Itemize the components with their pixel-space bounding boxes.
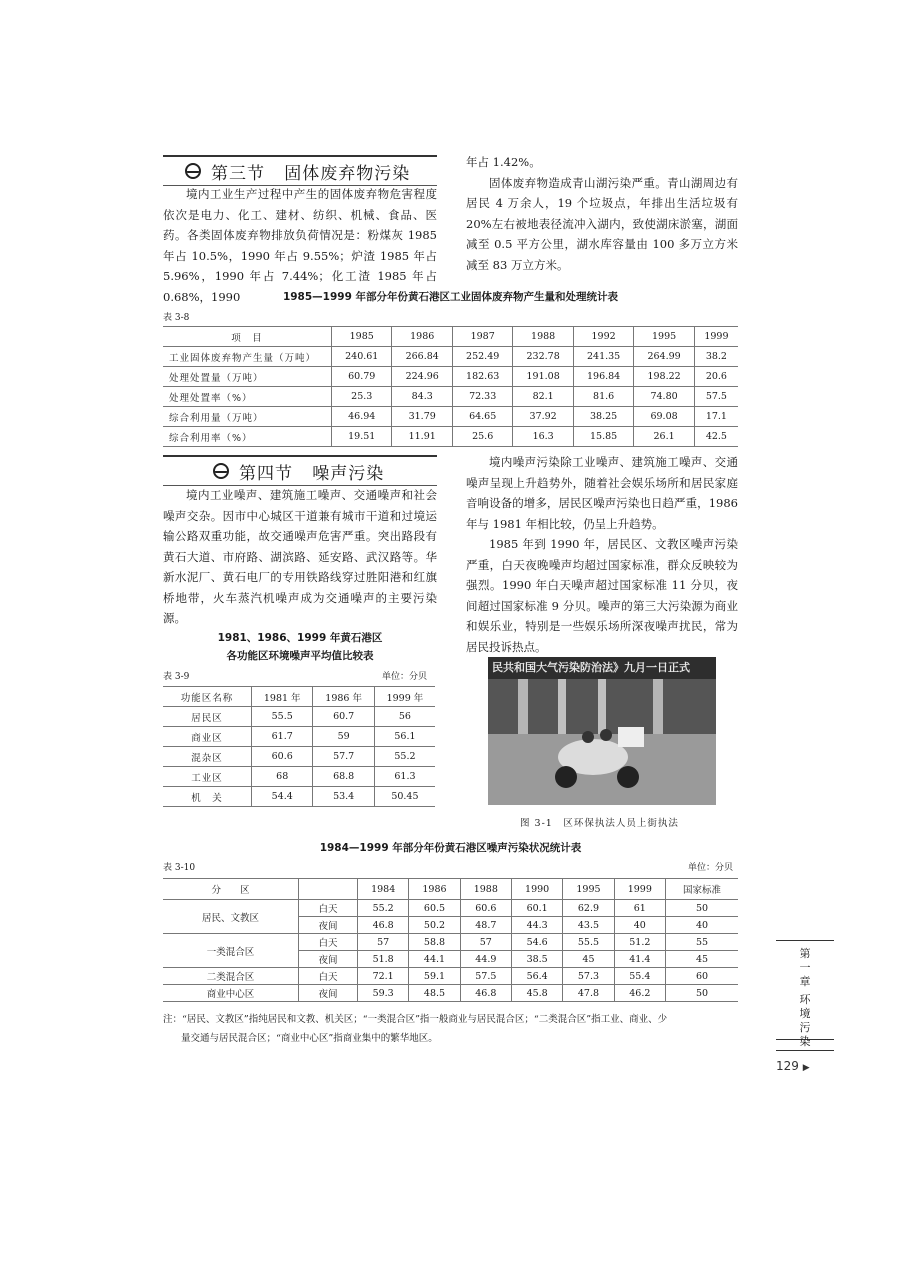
chapter-char: 污	[799, 1021, 811, 1034]
table38-number: 表 3-8	[163, 313, 190, 323]
cell: 264.99	[634, 347, 694, 367]
cell: 57.3	[563, 968, 614, 985]
row-label: 居民区	[163, 707, 252, 727]
table39-unit: 单位：分贝	[382, 672, 428, 682]
cell: 224.96	[392, 367, 452, 387]
cell: 266.84	[392, 347, 452, 367]
header-cell: 1990	[511, 879, 562, 900]
header-cell: 1986	[392, 327, 452, 347]
photo-scene-image	[488, 657, 716, 805]
header-cell: 1995	[634, 327, 694, 347]
cell: 55	[666, 934, 739, 951]
header-cell: 1988	[513, 327, 573, 347]
cell: 46.2	[614, 985, 665, 1002]
table38	[163, 326, 738, 447]
cell: 74.80	[634, 387, 694, 407]
header-cell: 1999	[614, 879, 665, 900]
cell: 26.1	[634, 427, 694, 447]
cell: 55.5	[563, 934, 614, 951]
cell: 57.5	[694, 387, 738, 407]
period-label: 白天	[299, 900, 358, 917]
table310-unit: 单位：分贝	[688, 863, 734, 873]
cell: 84.3	[392, 387, 452, 407]
cell: 20.6	[694, 367, 738, 387]
cell: 44.3	[511, 917, 562, 934]
row-label: 工业区	[163, 767, 252, 787]
cell: 46.8	[358, 917, 409, 934]
table-header-row	[163, 879, 738, 900]
row-label: 机 关	[163, 787, 252, 807]
cell: 45.8	[511, 985, 562, 1002]
section4-heading	[163, 455, 437, 486]
header-cell: 1986	[409, 879, 460, 900]
period-label: 夜间	[299, 951, 358, 968]
cell: 182.63	[452, 367, 512, 387]
cell: 31.79	[392, 407, 452, 427]
table-header-row	[163, 327, 738, 347]
cell: 64.65	[452, 407, 512, 427]
cell: 38.2	[694, 347, 738, 367]
cell: 61	[614, 900, 665, 917]
period-label: 夜间	[299, 917, 358, 934]
section-emblem-icon	[213, 463, 229, 479]
cell: 62.9	[563, 900, 614, 917]
zone-label: 一类混合区	[163, 934, 299, 968]
header-cell	[299, 879, 358, 900]
cell: 54.4	[252, 787, 313, 807]
cell: 55.2	[358, 900, 409, 917]
zone-label: 商业中心区	[163, 985, 299, 1002]
cell: 69.08	[634, 407, 694, 427]
table39	[163, 686, 435, 807]
cell: 59.1	[409, 968, 460, 985]
cell: 55.4	[614, 968, 665, 985]
table-row	[163, 968, 738, 985]
section3-title: 第三节 固体废弃物污染	[211, 163, 411, 184]
cell: 57	[358, 934, 409, 951]
enforcement-photo	[488, 657, 716, 805]
cell: 25.6	[452, 427, 512, 447]
cell: 17.1	[694, 407, 738, 427]
cell: 59.3	[358, 985, 409, 1002]
cell: 81.6	[573, 387, 633, 407]
photo-caption: 图 3-1 区环保执法人员上街执法	[520, 818, 679, 829]
header-cell: 1981 年	[252, 687, 313, 707]
note-line-2: 量交通与居民混合区；“商业中心区”指商业集中的繁华地区。	[181, 1033, 438, 1044]
table-header-row	[163, 687, 435, 707]
cell: 60.1	[511, 900, 562, 917]
section3-heading	[163, 155, 437, 186]
cell: 11.91	[392, 427, 452, 447]
table-row	[163, 787, 435, 807]
cell: 196.84	[573, 367, 633, 387]
period-label: 白天	[299, 934, 358, 951]
page-number: 129	[776, 1059, 799, 1073]
table-row	[163, 934, 738, 951]
section3-right-text	[466, 152, 738, 275]
cell: 68	[252, 767, 313, 787]
photo-banner-text: 民共和国大气污染防治法》九月一日正式	[488, 657, 716, 679]
row-label: 工业固体废弃物产生量（万吨）	[163, 347, 332, 367]
cell: 241.35	[573, 347, 633, 367]
header-cell: 国家标准	[666, 879, 739, 900]
header-cell: 功能区名称	[163, 687, 252, 707]
table-row	[163, 707, 435, 727]
header-cell: 1992	[573, 327, 633, 347]
section-emblem-icon	[185, 163, 201, 179]
chapter-char: 第	[799, 947, 811, 960]
cell: 53.4	[313, 787, 374, 807]
header-cell: 1999 年	[374, 687, 435, 707]
cell: 60.6	[252, 747, 313, 767]
chapter-char: 境	[799, 1007, 811, 1020]
table-row	[163, 367, 738, 387]
header-cell: 项 目	[163, 327, 332, 347]
cell: 56	[374, 707, 435, 727]
cell: 38.5	[511, 951, 562, 968]
note-line-1: 注：“居民、文教区”指纯居民和文教、机关区；“一类混合区”指一般商业与居民混合区；“二类混合区”指工业、商业、少	[163, 1014, 668, 1025]
cell: 46.8	[460, 985, 511, 1002]
table-row	[163, 347, 738, 367]
cell: 40	[666, 917, 739, 934]
cell: 56.4	[511, 968, 562, 985]
cell: 44.1	[409, 951, 460, 968]
cell: 72.1	[358, 968, 409, 985]
cell: 19.51	[332, 427, 392, 447]
zone-label: 居民、文教区	[163, 900, 299, 934]
period-label: 夜间	[299, 985, 358, 1002]
table-row	[163, 985, 738, 1002]
cell: 57.5	[460, 968, 511, 985]
row-label: 综合利用量（万吨）	[163, 407, 332, 427]
cell: 44.9	[460, 951, 511, 968]
cell: 46.94	[332, 407, 392, 427]
chapter-side-tab	[776, 940, 834, 1048]
side-tab-rule	[776, 1050, 834, 1051]
cell: 40	[614, 917, 665, 934]
table310-caption: 1984—1999 年部分年份黄石港区噪声污染状况统计表	[319, 842, 582, 854]
table38-caption: 1985—1999 年部分年份黄石港区工业固体废弃物产生量和处理统计表	[282, 291, 619, 303]
cell: 45	[666, 951, 739, 968]
page-number-area	[776, 1059, 810, 1073]
row-label: 处理处置量（万吨）	[163, 367, 332, 387]
section4-left-text	[163, 485, 437, 629]
cell: 57.7	[313, 747, 374, 767]
header-cell: 1987	[452, 327, 512, 347]
cell: 43.5	[563, 917, 614, 934]
zone-label: 二类混合区	[163, 968, 299, 985]
cell: 37.92	[513, 407, 573, 427]
cell: 61.3	[374, 767, 435, 787]
table-row	[163, 407, 738, 427]
header-cell: 分 区	[163, 879, 299, 900]
cell: 232.78	[513, 347, 573, 367]
cell: 198.22	[634, 367, 694, 387]
section4-right-text	[466, 452, 738, 657]
cell: 15.85	[573, 427, 633, 447]
cell: 51.2	[614, 934, 665, 951]
cell: 55.5	[252, 707, 313, 727]
cell: 240.61	[332, 347, 392, 367]
chapter-char: 染	[799, 1035, 811, 1048]
cell: 82.1	[513, 387, 573, 407]
header-cell: 1986 年	[313, 687, 374, 707]
cell: 41.4	[614, 951, 665, 968]
table-row	[163, 900, 738, 917]
section4-title: 第四节 噪声污染	[239, 463, 385, 484]
table-row	[163, 747, 435, 767]
cell: 61.7	[252, 727, 313, 747]
row-label: 综合利用率（%）	[163, 427, 332, 447]
header-cell: 1985	[332, 327, 392, 347]
header-cell: 1988	[460, 879, 511, 900]
row-label: 处理处置率（%）	[163, 387, 332, 407]
header-cell: 1999	[694, 327, 738, 347]
cell: 60.6	[460, 900, 511, 917]
table-row	[163, 387, 738, 407]
period-label: 白天	[299, 968, 358, 985]
cell: 48.5	[409, 985, 460, 1002]
section4-right-paragraph-1: 境内噪声污染除工业噪声、建筑施工噪声、交通噪声呈现上升趋势外，随着社会娱乐场所和居民家庭音响设备的增多，居民区噪声污染也日趋严重，1986 年与 1981 年相比较，仍呈上升趋势。	[466, 455, 738, 531]
cell: 50.45	[374, 787, 435, 807]
cell: 25.3	[332, 387, 392, 407]
page-arrow-icon: ▶	[802, 1063, 810, 1073]
chapter-char: 章	[799, 975, 811, 988]
cell: 38.25	[573, 407, 633, 427]
cell: 59	[313, 727, 374, 747]
cell: 72.33	[452, 387, 512, 407]
cell: 55.2	[374, 747, 435, 767]
table310-number: 表 3-10	[163, 863, 196, 873]
header-cell: 1995	[563, 879, 614, 900]
chapter-char: 环	[799, 993, 811, 1006]
section3-right-paragraph: 固体废弃物造成青山湖污染严重。青山湖周边有居民 4 万余人，19 个垃圾点，年排出生活垃圾有 20%左右被地表径流冲入湖内，致使湖床淤塞，湖面减至 0.5 平方公里，湖水库容量由 100 多万立方米减至 83 万立方米。	[466, 175, 738, 272]
cell: 56.1	[374, 727, 435, 747]
cell: 50.2	[409, 917, 460, 934]
section3-paragraph: 境内工业生产过程中产生的固体废弃物危害程度依次是电力、化工、建材、纺织、机械、食品、医药。各类固体废弃物排放负荷情况是：粉煤灰 1985 年占 10.5%，1990 年占 9.55%；炉渣 1985 年占 5.96%，1990 年占 7.44%；化工渣 1985 年占 0.68%，1990	[163, 187, 437, 304]
chapter-char: 一	[799, 961, 811, 974]
cell: 50	[666, 985, 739, 1002]
section4-paragraph: 境内工业噪声、建筑施工噪声、交通噪声和社会噪声交杂。因市中心城区干道兼有城市干道和过境运输公路双重功能，故交通噪声危害严重。突出路段有黄石大道、市府路、湖滨路、延安路、武汉路等。华新水泥厂、黄石电厂的专用铁路线穿过胜阳港和红旗桥地带，火车蒸汽机噪声成为交通噪声的主要污染源。	[163, 488, 437, 625]
table-row	[163, 427, 738, 447]
section4-right-paragraph-2: 1985 年到 1990 年，居民区、文教区噪声污染严重，白天夜晚噪声均超过国家标准，群众反映较为强烈。1990 年白天噪声超过国家标准 11 分贝，夜间超过国家标准 9 分贝。噪声的第三大污染源为商业和娱乐业，特别是一些娱乐场所深夜噪声扰民，常为居民投诉热点。	[466, 537, 738, 654]
cell: 58.8	[409, 934, 460, 951]
cell: 47.8	[563, 985, 614, 1002]
cell: 16.3	[513, 427, 573, 447]
row-label: 商业区	[163, 727, 252, 747]
cell: 252.49	[452, 347, 512, 367]
cell: 42.5	[694, 427, 738, 447]
table39-caption-line2: 各功能区环境噪声平均值比较表	[226, 650, 374, 662]
cell: 60.5	[409, 900, 460, 917]
section3-continuation: 年占 1.42%。	[466, 155, 541, 169]
table39-number: 表 3-9	[163, 672, 190, 682]
cell: 50	[666, 900, 739, 917]
cell: 68.8	[313, 767, 374, 787]
cell: 54.6	[511, 934, 562, 951]
table310-note	[163, 1010, 753, 1048]
table39-caption-line1: 1981、1986、1999 年黄石港区	[217, 632, 383, 644]
cell: 57	[460, 934, 511, 951]
cell: 191.08	[513, 367, 573, 387]
table-row	[163, 727, 435, 747]
row-label: 混杂区	[163, 747, 252, 767]
cell: 48.7	[460, 917, 511, 934]
cell: 45	[563, 951, 614, 968]
header-cell: 1984	[358, 879, 409, 900]
table-row	[163, 767, 435, 787]
table310	[163, 878, 738, 1002]
cell: 60.79	[332, 367, 392, 387]
cell: 51.8	[358, 951, 409, 968]
cell: 60.7	[313, 707, 374, 727]
cell: 60	[666, 968, 739, 985]
